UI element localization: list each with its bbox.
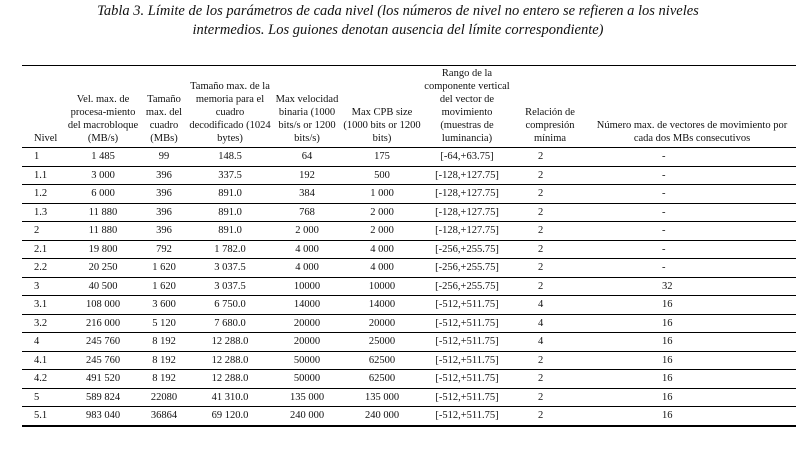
cell-max-mvs: - — [588, 203, 796, 222]
cell-frame-size: 3 600 — [140, 296, 188, 315]
cell-macroblock-rate: 216 000 — [66, 314, 140, 333]
cell-compression-ratio: 2 — [512, 259, 588, 278]
table-row — [22, 351, 796, 370]
cell-macroblock-rate: 1 485 — [66, 148, 140, 167]
cell-bitrate: 135 000 — [272, 388, 342, 407]
cell-nivel: 2 — [22, 222, 66, 241]
cell-mv-range: [-128,+127.75] — [422, 185, 512, 204]
cell-bitrate: 10000 — [272, 277, 342, 296]
cell-frame-size: 8 192 — [140, 370, 188, 389]
cell-bitrate: 240 000 — [272, 407, 342, 426]
cell-mv-range: [-64,+63.75] — [422, 148, 512, 167]
cell-cpb-size: 62500 — [342, 351, 422, 370]
header-cpb-size: Max CPB size (1000 bits or 1200 bits) — [342, 66, 422, 148]
cell-cpb-size: 175 — [342, 148, 422, 167]
caption-line-1: Tabla 3. Límite de los parámetros de cada nivel (los números de nivel no entero se refieren a los niveles — [97, 3, 699, 19]
cell-compression-ratio: 2 — [512, 351, 588, 370]
cell-macroblock-rate: 589 824 — [66, 388, 140, 407]
cell-cpb-size: 4 000 — [342, 259, 422, 278]
cell-bitrate: 20000 — [272, 333, 342, 352]
table-row — [22, 277, 796, 296]
cell-bitrate: 2 000 — [272, 222, 342, 241]
cell-max-mvs: - — [588, 240, 796, 259]
cell-frame-size: 36864 — [140, 407, 188, 426]
table-row — [22, 203, 796, 222]
cell-compression-ratio: 2 — [512, 370, 588, 389]
cell-macroblock-rate: 108 000 — [66, 296, 140, 315]
cell-frame-size: 99 — [140, 148, 188, 167]
cell-cpb-size: 20000 — [342, 314, 422, 333]
cell-bitrate: 768 — [272, 203, 342, 222]
cell-frame-size: 1 620 — [140, 259, 188, 278]
table-row — [22, 166, 796, 185]
cell-max-mvs: 16 — [588, 388, 796, 407]
cell-max-mvs: 32 — [588, 277, 796, 296]
cell-frame-size: 8 192 — [140, 333, 188, 352]
cell-dpb-size: 148.5 — [188, 148, 272, 167]
cell-cpb-size: 25000 — [342, 333, 422, 352]
cell-macroblock-rate: 3 000 — [66, 166, 140, 185]
cell-frame-size: 1 620 — [140, 277, 188, 296]
cell-dpb-size: 337.5 — [188, 166, 272, 185]
cell-compression-ratio: 2 — [512, 203, 588, 222]
cell-max-mvs: - — [588, 166, 796, 185]
cell-dpb-size: 3 037.5 — [188, 277, 272, 296]
cell-macroblock-rate: 245 760 — [66, 333, 140, 352]
cell-compression-ratio: 4 — [512, 296, 588, 315]
cell-max-mvs: 16 — [588, 296, 796, 315]
table-row — [22, 333, 796, 352]
cell-mv-range: [-512,+511.75] — [422, 407, 512, 426]
cell-compression-ratio: 2 — [512, 222, 588, 241]
cell-dpb-size: 891.0 — [188, 185, 272, 204]
table-row — [22, 296, 796, 315]
table-row — [22, 314, 796, 333]
table-row — [22, 222, 796, 241]
cell-macroblock-rate: 491 520 — [66, 370, 140, 389]
cell-nivel: 3.2 — [22, 314, 66, 333]
cell-macroblock-rate: 11 880 — [66, 222, 140, 241]
cell-max-mvs: 16 — [588, 351, 796, 370]
cell-max-mvs: 16 — [588, 370, 796, 389]
cell-mv-range: [-256,+255.75] — [422, 277, 512, 296]
cell-macroblock-rate: 40 500 — [66, 277, 140, 296]
table-row — [22, 388, 796, 407]
cell-frame-size: 22080 — [140, 388, 188, 407]
header-max-mvs: Número max. de vectores de movimiento por cada dos MBs consecutivos — [588, 66, 796, 148]
cell-frame-size: 396 — [140, 203, 188, 222]
cell-dpb-size: 12 288.0 — [188, 370, 272, 389]
cell-frame-size: 396 — [140, 166, 188, 185]
cell-bitrate: 50000 — [272, 351, 342, 370]
cell-bitrate: 384 — [272, 185, 342, 204]
cell-dpb-size: 12 288.0 — [188, 351, 272, 370]
header-dpb-size: Tamaño max. de la memoria para el cuadro decodificado (1024 bytes) — [188, 66, 272, 148]
cell-dpb-size: 69 120.0 — [188, 407, 272, 426]
cell-nivel: 2.2 — [22, 259, 66, 278]
table-body — [22, 148, 796, 426]
cell-nivel: 4.2 — [22, 370, 66, 389]
cell-cpb-size: 500 — [342, 166, 422, 185]
table-row — [22, 259, 796, 278]
cell-cpb-size: 62500 — [342, 370, 422, 389]
cell-macroblock-rate: 20 250 — [66, 259, 140, 278]
table-caption — [0, 2, 796, 40]
cell-nivel: 5 — [22, 388, 66, 407]
cell-max-mvs: 16 — [588, 407, 796, 426]
cell-dpb-size: 891.0 — [188, 203, 272, 222]
header-macroblock-rate: Vel. max. de procesa-miento del macrobloque (MB/s) — [66, 66, 140, 148]
cell-nivel: 3.1 — [22, 296, 66, 315]
cell-compression-ratio: 2 — [512, 185, 588, 204]
cell-macroblock-rate: 19 800 — [66, 240, 140, 259]
cell-dpb-size: 6 750.0 — [188, 296, 272, 315]
cell-mv-range: [-512,+511.75] — [422, 351, 512, 370]
cell-cpb-size: 135 000 — [342, 388, 422, 407]
cell-mv-range: [-512,+511.75] — [422, 370, 512, 389]
cell-cpb-size: 10000 — [342, 277, 422, 296]
cell-nivel: 2.1 — [22, 240, 66, 259]
cell-compression-ratio: 4 — [512, 333, 588, 352]
cell-frame-size: 8 192 — [140, 351, 188, 370]
cell-cpb-size: 2 000 — [342, 203, 422, 222]
cell-compression-ratio: 4 — [512, 314, 588, 333]
cell-macroblock-rate: 245 760 — [66, 351, 140, 370]
cell-dpb-size: 7 680.0 — [188, 314, 272, 333]
table-row — [22, 148, 796, 167]
cell-bitrate: 14000 — [272, 296, 342, 315]
header-row — [22, 66, 796, 148]
cell-dpb-size: 1 782.0 — [188, 240, 272, 259]
cell-nivel: 1.1 — [22, 166, 66, 185]
cell-cpb-size: 2 000 — [342, 222, 422, 241]
cell-frame-size: 5 120 — [140, 314, 188, 333]
table-row — [22, 240, 796, 259]
cell-mv-range: [-512,+511.75] — [422, 388, 512, 407]
cell-nivel: 3 — [22, 277, 66, 296]
cell-max-mvs: - — [588, 222, 796, 241]
cell-cpb-size: 240 000 — [342, 407, 422, 426]
cell-macroblock-rate: 983 040 — [66, 407, 140, 426]
cell-cpb-size: 4 000 — [342, 240, 422, 259]
cell-nivel: 4 — [22, 333, 66, 352]
header-mv-range: Rango de la componente vertical del vector de movimiento (muestras de luminancia) — [422, 66, 512, 148]
cell-compression-ratio: 2 — [512, 388, 588, 407]
cell-max-mvs: 16 — [588, 314, 796, 333]
header-nivel: Nivel — [22, 66, 66, 148]
cell-bitrate: 4 000 — [272, 259, 342, 278]
cell-bitrate: 50000 — [272, 370, 342, 389]
cell-compression-ratio: 2 — [512, 407, 588, 426]
cell-mv-range: [-128,+127.75] — [422, 222, 512, 241]
cell-mv-range: [-256,+255.75] — [422, 240, 512, 259]
header-compression-ratio: Relación de compresión mínima — [512, 66, 588, 148]
cell-dpb-size: 3 037.5 — [188, 259, 272, 278]
table-row — [22, 370, 796, 389]
cell-cpb-size: 14000 — [342, 296, 422, 315]
cell-dpb-size: 891.0 — [188, 222, 272, 241]
cell-compression-ratio: 2 — [512, 277, 588, 296]
cell-mv-range: [-128,+127.75] — [422, 166, 512, 185]
caption-line-2: intermedios. Los guiones denotan ausencia del límite correspondiente) — [192, 22, 604, 38]
cell-macroblock-rate: 6 000 — [66, 185, 140, 204]
cell-max-mvs: 16 — [588, 333, 796, 352]
cell-mv-range: [-512,+511.75] — [422, 314, 512, 333]
cell-mv-range: [-256,+255.75] — [422, 259, 512, 278]
cell-bitrate: 20000 — [272, 314, 342, 333]
header-frame-size: Tamaño max. del cuadro (MBs) — [140, 66, 188, 148]
cell-dpb-size: 12 288.0 — [188, 333, 272, 352]
cell-frame-size: 792 — [140, 240, 188, 259]
header-bitrate: Max velocidad binaria (1000 bits/s or 1200 bits/s) — [272, 66, 342, 148]
cell-compression-ratio: 2 — [512, 148, 588, 167]
cell-nivel: 1.3 — [22, 203, 66, 222]
level-limits-table — [22, 65, 796, 427]
cell-max-mvs: - — [588, 148, 796, 167]
cell-compression-ratio: 2 — [512, 166, 588, 185]
cell-compression-ratio: 2 — [512, 240, 588, 259]
cell-frame-size: 396 — [140, 222, 188, 241]
cell-bitrate: 192 — [272, 166, 342, 185]
cell-max-mvs: - — [588, 259, 796, 278]
cell-dpb-size: 41 310.0 — [188, 388, 272, 407]
cell-max-mvs: - — [588, 185, 796, 204]
cell-mv-range: [-512,+511.75] — [422, 296, 512, 315]
cell-mv-range: [-128,+127.75] — [422, 203, 512, 222]
cell-macroblock-rate: 11 880 — [66, 203, 140, 222]
table-row — [22, 407, 796, 426]
cell-nivel: 1.2 — [22, 185, 66, 204]
cell-bitrate: 64 — [272, 148, 342, 167]
table-row — [22, 185, 796, 204]
cell-cpb-size: 1 000 — [342, 185, 422, 204]
cell-frame-size: 396 — [140, 185, 188, 204]
cell-mv-range: [-512,+511.75] — [422, 333, 512, 352]
cell-nivel: 5.1 — [22, 407, 66, 426]
cell-nivel: 4.1 — [22, 351, 66, 370]
cell-bitrate: 4 000 — [272, 240, 342, 259]
cell-nivel: 1 — [22, 148, 66, 167]
